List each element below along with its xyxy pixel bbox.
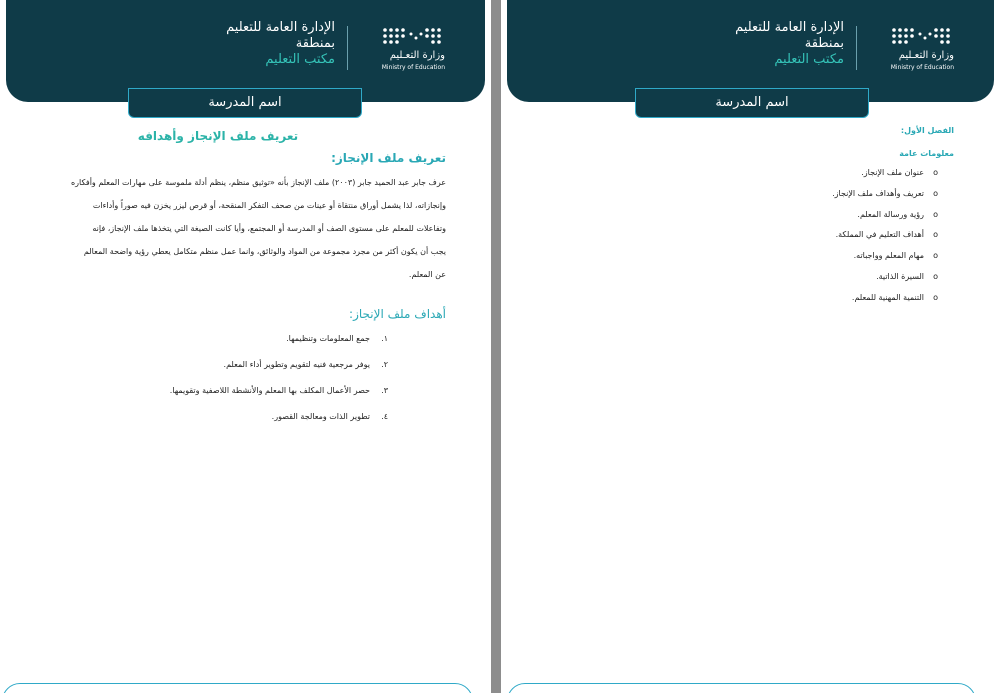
logo-arabic: وزارة التعـليم — [898, 50, 954, 61]
header-region: بمنطقة — [804, 36, 844, 51]
list-text: تطوير الذات ومعالجة القصور. — [271, 412, 370, 421]
header-divider — [347, 26, 348, 70]
bullet-icon: o — [933, 251, 938, 261]
list-item — [511, 270, 938, 291]
definition-paragraph — [10, 171, 446, 286]
page-2 — [0, 0, 491, 693]
list-text: مهام المعلم وواجباته. — [853, 251, 924, 261]
list-text: التنمية المهنية للمعلم. — [851, 292, 924, 302]
list-text: جمع المعلومات وتنظيمها. — [286, 334, 370, 343]
logo-dots-icon — [381, 26, 445, 48]
list-item — [10, 332, 388, 358]
page-1 — [501, 0, 1000, 693]
section-title: معلومات عامة — [899, 149, 954, 158]
page-content — [511, 124, 954, 312]
list-text: تعريف وأهداف ملف الإنجاز. — [832, 188, 924, 198]
list-item — [10, 358, 388, 384]
goals-heading: أهداف ملف الإنجاز: — [349, 307, 446, 321]
list-text: يوفر مرجعية فنيه لتقويم وتطوير أداء المعلم. — [223, 360, 370, 369]
ministry-logo — [864, 26, 954, 74]
contents-list — [511, 166, 954, 312]
page-footer-frame — [507, 683, 976, 693]
logo-english: Ministry of Education — [890, 64, 954, 71]
paragraph-line: وإنجازاته، لذا يشمل أوراق منتقاة أو عينات من صحف التفكر المنقحة، أو قرص ليزر يخزن فيه صوراً وأداءات — [92, 201, 446, 210]
bullet-icon: o — [933, 188, 938, 198]
bullet-icon: o — [933, 168, 938, 177]
page-footer-frame — [2, 683, 473, 693]
header-directorate: الإدارة العامة للتعليم — [226, 20, 335, 35]
paragraph-line: عن المعلم. — [408, 270, 446, 279]
list-item — [511, 187, 938, 208]
ministry-logo — [355, 26, 445, 74]
list-text: السيرة الذاتية. — [876, 271, 924, 281]
header-text — [226, 20, 335, 68]
paragraph-line: عرف جابر عبد الحميد جابر (٢٠٠٣) ملف الإنجاز بأنه «توثيق منظم، ينظم أدلة ملموسة على مهارات المعلم وأفكاره — [70, 178, 446, 187]
list-text: أهداف التعليم في المملكة. — [835, 230, 924, 240]
bullet-icon: o — [933, 292, 938, 302]
header-region: بمنطقة — [295, 36, 335, 51]
list-text: عنوان ملف الإنجاز. — [861, 168, 924, 177]
list-item — [511, 228, 938, 249]
list-item — [511, 166, 938, 187]
list-number: ٤. — [381, 412, 388, 421]
list-text: حصر الأعمال المكلف بها المعلم والأنشطة اللاصفية وتقويمها. — [169, 386, 370, 395]
bullet-icon: o — [933, 230, 938, 240]
list-item — [511, 249, 938, 270]
chapter-title: الفصل الأول: — [900, 126, 954, 135]
header-office: مكتب التعليم — [265, 52, 335, 67]
definition-heading: تعريف ملف الإنجاز: — [331, 151, 446, 165]
page-header — [6, 0, 485, 102]
bullet-icon: o — [933, 209, 938, 219]
list-text: رؤية ورسالة المعلم. — [857, 209, 924, 219]
header-text — [735, 20, 844, 68]
list-item — [511, 291, 938, 312]
page-content — [10, 126, 446, 436]
goals-list — [10, 332, 446, 436]
list-number: ٢. — [381, 360, 388, 369]
page-title: تعريف ملف الإنجاز وأهدافه — [137, 129, 299, 143]
page-header — [507, 0, 994, 102]
list-item — [511, 208, 938, 229]
school-name-tab: اسم المدرسة — [128, 88, 362, 118]
header-divider — [856, 26, 857, 70]
header-office: مكتب التعليم — [774, 52, 844, 67]
logo-dots-icon — [890, 26, 954, 48]
list-item — [10, 384, 388, 410]
list-number: ١. — [381, 334, 388, 343]
list-item — [10, 410, 388, 436]
header-directorate: الإدارة العامة للتعليم — [735, 20, 844, 35]
logo-arabic: وزارة التعـليم — [389, 50, 445, 61]
logo-english: Ministry of Education — [381, 64, 445, 71]
list-number: ٣. — [381, 386, 388, 395]
bullet-icon: o — [933, 271, 938, 281]
paragraph-line: وتفاعلات للمعلم على مستوى الصف أو المدرسة أو المجتمع، وأيا كانت الصيغة التي يتخذها ملف الإنجاز، فإنه — [92, 224, 446, 233]
school-name-tab: اسم المدرسة — [635, 88, 869, 118]
paragraph-line: يجب أن يكون أكثر من مجرد مجموعة من المواد والوثائق، وانما عمل منظم متكامل يعطي رؤية واضحة المعالم — [83, 247, 446, 256]
